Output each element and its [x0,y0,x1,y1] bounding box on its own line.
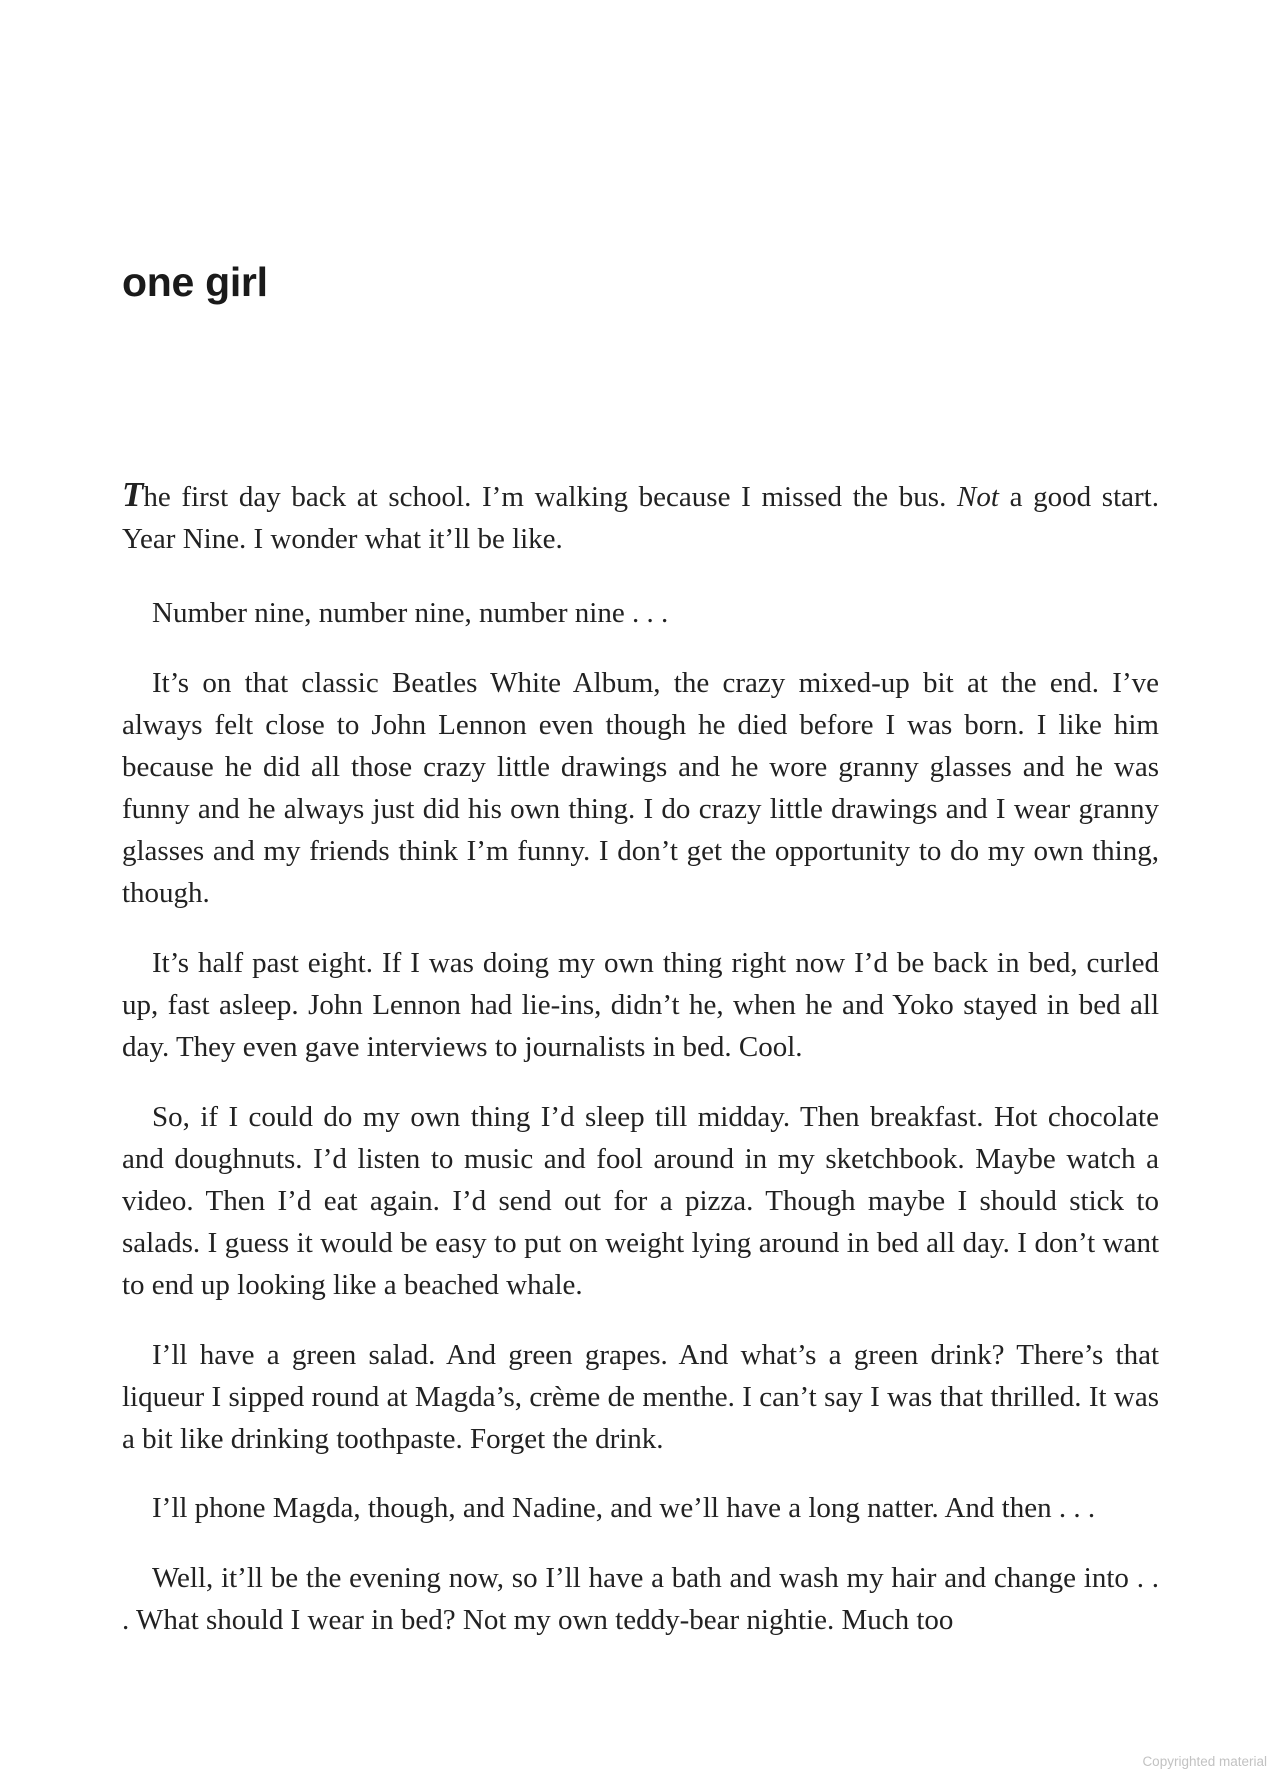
copyright-watermark: Copyrighted material [1142,1754,1267,1769]
paragraph-text: he first day back at school. I’m walking because I missed the bus. [143,481,957,513]
paragraph-7: I’ll phone Magda, though, and Nadine, and we’ll have a long natter. And then . . . [152,1492,1096,1525]
paragraph-3: It’s on that classic Beatles White Album, the crazy mixed-up bit at the end. I’ve always felt close to John Lennon even though he died before I was born. I like him because he did all those crazy little drawings and he wore granny glasses and he was funny and he always just did his own thing. I do crazy little drawings and I wear granny glasses and my friends think I’m funny. I don’t get the opportunity to do my own thing, though. [122,666,1159,910]
paragraph-1 [122,474,1159,560]
chapter-title: one girl [122,259,268,305]
emphasis-text: Not [957,481,999,513]
paragraph-text: a good start. Year Nine. I wonder what it’ll be like. [122,481,1159,556]
paragraph-4: It’s half past eight. If I was doing my own thing right now I’d be back in bed, curled up, fast asleep. John Lennon had lie-ins, didn’t he, when he and Yoko stayed in bed all day. They even gave interviews to journalists in bed. Cool. [122,946,1159,1064]
paragraph-5: So, if I could do my own thing I’d sleep till midday. Then breakfast. Hot chocolate and doughnuts. I’d listen to music and fool around in my sketchbook. Maybe watch a video. Then I’d eat again. I’d send out for a pizza. Though maybe I should stick to salads. I guess it would be easy to put on weight lying around in bed all day. I don’t want to end up looking like a beached whale. [122,1100,1159,1301]
paragraph-6: I’ll have a green salad. And green grapes. And what’s a green drink? There’s that liqueur I sipped round at Magda’s, crème de menthe. I can’t say I was that thrilled. It was a bit like drinking toothpaste. Forget the drink. [122,1338,1159,1455]
chapter-body [122,474,1159,1669]
paragraph-2: Number nine, number nine, number nine . . . [152,597,669,630]
drop-cap-letter: T [122,475,144,514]
paragraph-8: Well, it’ll be the evening now, so I’ll have a bath and wash my hair and change into . . . What should I wear in bed? Not my own teddy-bear nightie. Much too [122,1561,1159,1637]
